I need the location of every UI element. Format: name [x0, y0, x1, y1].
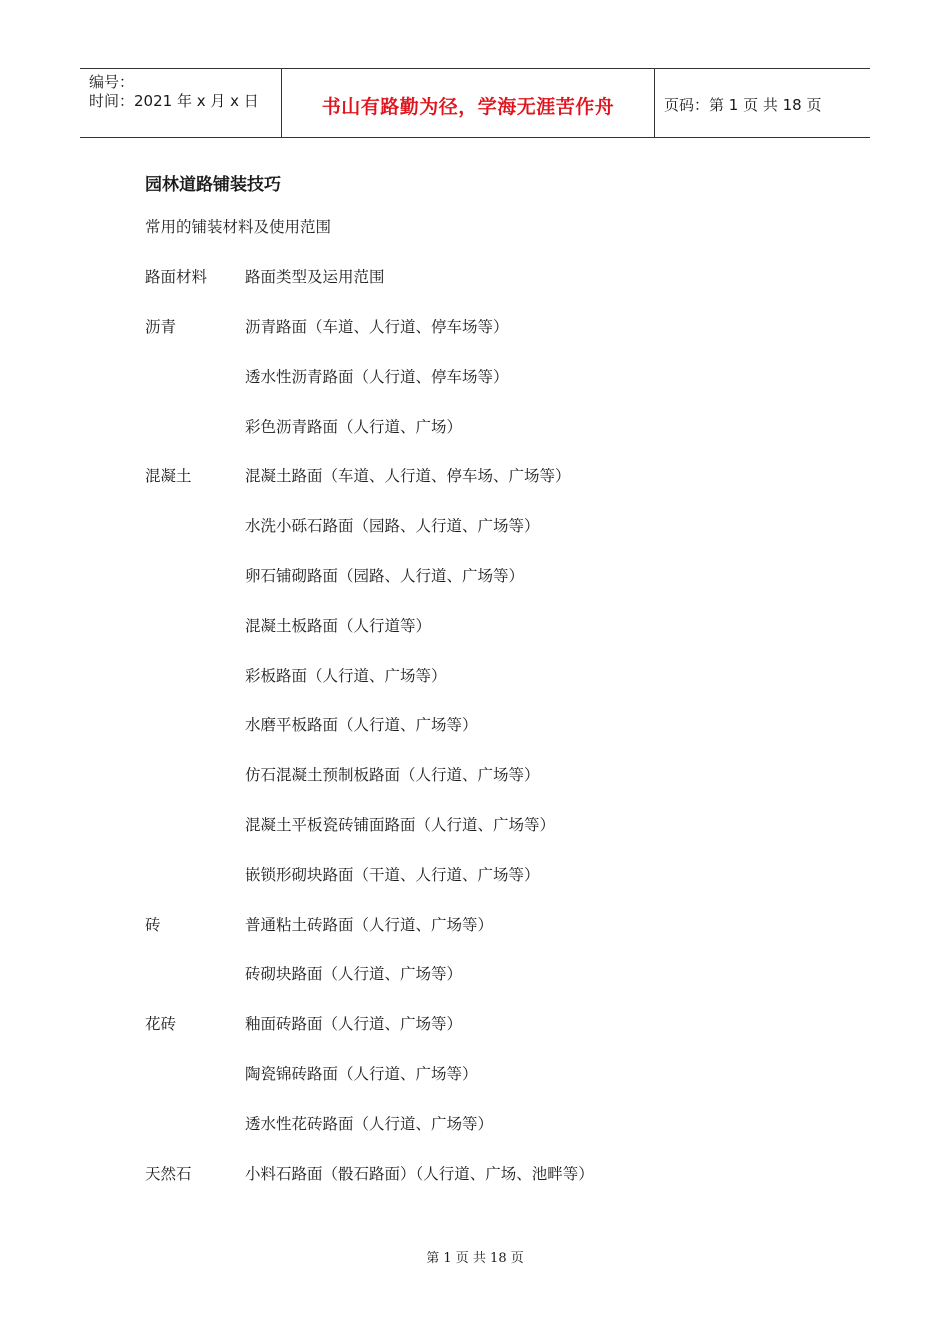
table-row: [0, 315, 950, 339]
type-cell: 水洗小砾石路面（园路、人行道、广场等）: [245, 517, 540, 536]
type-cell: 混凝土平板瓷砖铺面路面（人行道、广场等）: [245, 816, 556, 834]
table-row: [0, 1012, 950, 1036]
type-cell: 沥青路面（车道、人行道、停车场等）: [245, 318, 509, 336]
motto: 书山有路勤为径，学海无涯苦作舟: [321, 96, 615, 118]
document-subtitle: 常用的铺装材料及使用范围: [145, 218, 332, 236]
header-right-cell: [654, 69, 870, 137]
type-cell: 彩色沥青路面（人行道、广场）: [245, 417, 463, 436]
type-cell: 嵌锁形砌块路面（干道、人行道、广场等）: [245, 865, 540, 884]
table-row: [0, 1112, 950, 1136]
material-cell: 砖: [145, 915, 161, 934]
type-cell: 彩板路面（人行道、广场等）: [245, 666, 447, 685]
type-cell: 仿石混凝土预制板路面（人行道、广场等）: [245, 766, 540, 785]
table-row: [0, 763, 950, 787]
type-cell: 透水性花砖路面（人行道、广场等）: [245, 1114, 494, 1133]
table-row: [0, 1162, 950, 1186]
table-row: [0, 664, 950, 688]
material-cell: 沥青: [145, 318, 177, 336]
header-middle-cell: [281, 69, 655, 137]
type-cell: 混凝土板路面（人行道等）: [245, 616, 432, 635]
material-column-header: 路面材料: [145, 268, 208, 286]
table-row: [0, 713, 950, 737]
type-cell: 小料石路面（骰石路面）（人行道、广场、池畔等）: [245, 1164, 594, 1183]
table-row: [0, 962, 950, 986]
type-cell: 水磨平板路面（人行道、广场等）: [245, 716, 478, 735]
table-row: [0, 913, 950, 937]
table-header: [0, 265, 950, 289]
material-cell: 天然石: [145, 1164, 192, 1183]
page-footer: 第 1 页 共 18 页: [426, 1251, 524, 1266]
material-cell: 混凝土: [145, 467, 192, 486]
table-row: [0, 564, 950, 588]
table-row: [0, 614, 950, 638]
header-page-info: 页码：第 1 页 共 18 页: [664, 96, 822, 114]
material-cell: 花砖: [145, 1015, 177, 1034]
type-cell: 普通粘土砖路面（人行道、广场等）: [245, 915, 494, 934]
document-header: [80, 68, 870, 138]
document-title: 园林道路铺装技巧: [145, 175, 281, 195]
serial-label: 编号：: [89, 73, 135, 91]
type-cell: 透水性沥青路面（人行道、停车场等）: [245, 367, 509, 386]
type-column-header: 路面类型及运用范围: [245, 268, 385, 286]
type-cell: 卵石铺砌路面（园路、人行道、广场等）: [245, 567, 525, 585]
table-row: [0, 365, 950, 389]
date-line: 时间：2021 年 x 月 x 日: [89, 92, 259, 110]
type-cell: 混凝土路面（车道、人行道、停车场、广场等）: [245, 467, 571, 486]
table-row: [0, 514, 950, 538]
table-row: [0, 1062, 950, 1086]
table-row: [0, 464, 950, 488]
type-cell: 陶瓷锦砖路面（人行道、广场等）: [245, 1065, 478, 1083]
type-cell: 釉面砖路面（人行道、广场等）: [245, 1015, 463, 1034]
table-row: [0, 415, 950, 439]
type-cell: 砖砌块路面（人行道、广场等）: [245, 965, 463, 984]
table-row: [0, 813, 950, 837]
table-row: [0, 863, 950, 887]
header-left-cell: [80, 69, 281, 137]
